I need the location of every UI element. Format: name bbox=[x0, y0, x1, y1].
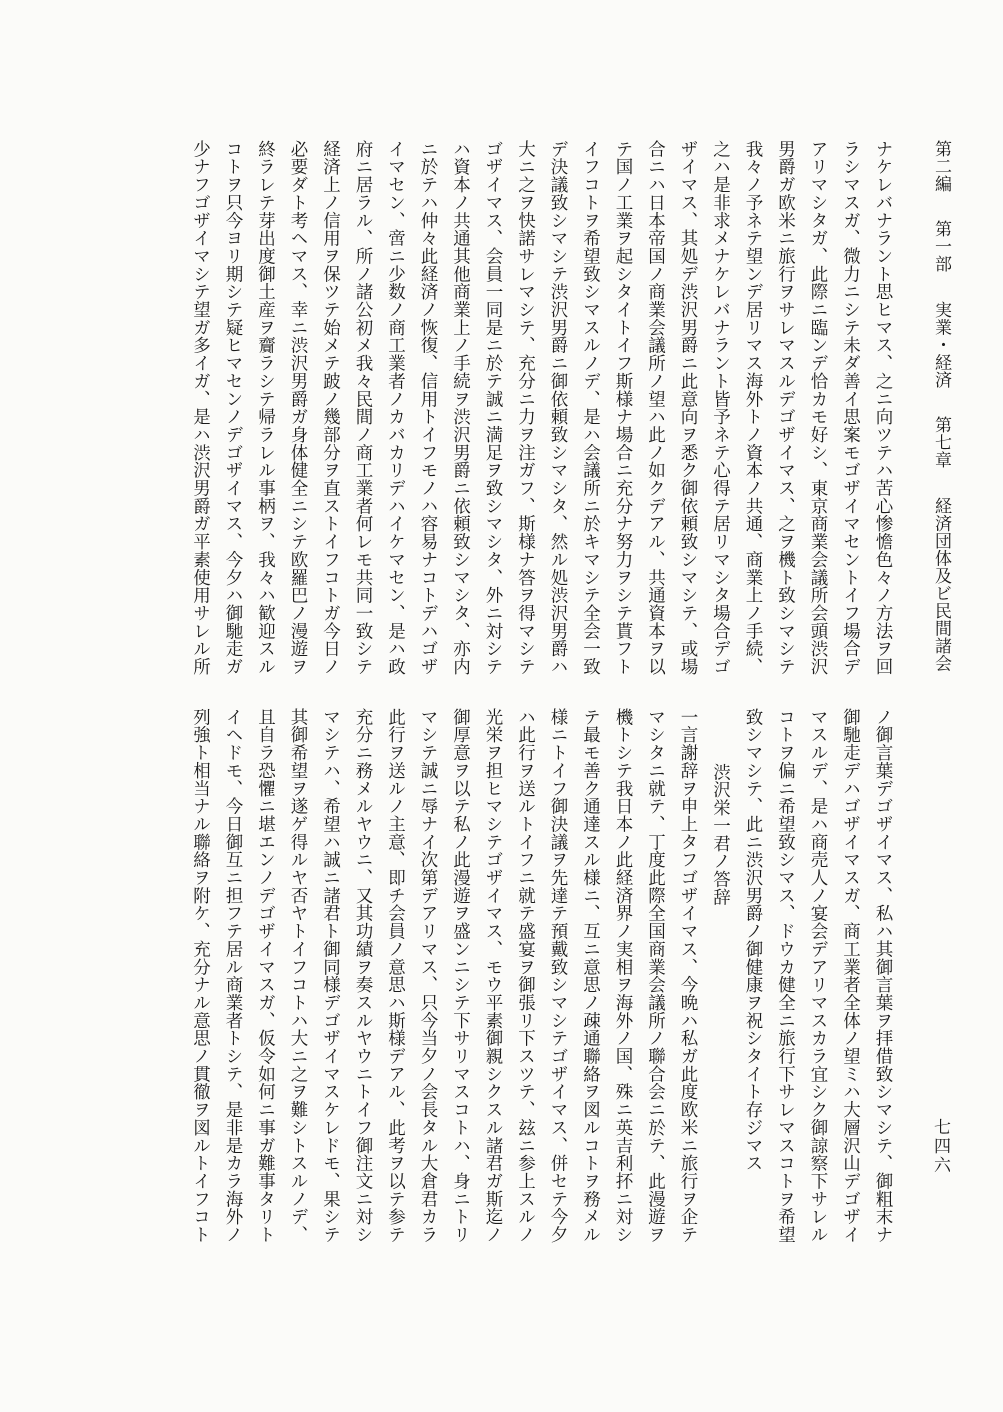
running-header bbox=[927, 140, 955, 672]
text-column: 必要ダト考ヘマス、幸ニ渋沢男爵ガ身体健全ニシテ欧羅巴ノ漫遊ヲ bbox=[288, 140, 308, 676]
text-column: 様ニトイフ御決議ヲ先達テ預戴致シマシテゴザイマス、併セテ今夕 bbox=[548, 708, 568, 1244]
text-column: コトヲ偏ニ希望致シマス、ドウカ健全ニ旅行下サレマスコトヲ希望 bbox=[775, 708, 796, 1244]
text-column: 致シマシテ、此ニ渋沢男爵ノ御健康ヲ祝シタイト存ジマス bbox=[743, 708, 763, 1173]
header-chapter-title: 経済団体及ビ民間諸会 bbox=[931, 496, 951, 672]
text-column: 大ニ之ヲ快諾サレマシテ、充分ニ力ヲ注ガフ、斯様ナ答ヲ得マシテ bbox=[515, 140, 536, 676]
text-column: 充分ニ務メルヤウニ、又其功績ヲ奏スルヤウニトイフ御注文ニ対シ bbox=[353, 708, 373, 1244]
text-column: 府ニ居ラル、所ノ諸公初メ我々民間ノ商工業者何レモ共同一致シテ bbox=[353, 140, 373, 676]
page-number: 七四六 bbox=[930, 1118, 950, 1175]
text-column: 且自ラ恐懼ニ堪エンノデゴザイマスガ、仮令如何ニ事ガ難事タリト bbox=[255, 708, 276, 1244]
text-column: イマセン、啻ニ少数ノ商工業者ノカバカリデハイケマセン、是ハ政 bbox=[385, 140, 406, 676]
text-column: イヘドモ、今日御互ニ担フテ居ル商業者トシテ、是非是カラ海外ノ bbox=[223, 708, 243, 1244]
header-category: 実業・経済 bbox=[931, 300, 951, 389]
text-column: マスルデ、是ハ商売人ノ宴会デアリマスカラ宜シク御諒察下サレル bbox=[808, 708, 828, 1244]
text-column: 列強ト相当ナル聯絡ヲ附ケ、充分ナル意思ノ貫徹ヲ図ルトイフコト bbox=[190, 708, 211, 1244]
text-column: マシテハ、希望ハ誠ニ諸君ト御同様デゴザイマスケレドモ、果シテ bbox=[320, 708, 341, 1244]
text-column: 之ハ是非求メナケレバナラント皆予ネテ心得テ居リマシタ場合デゴ bbox=[710, 140, 731, 676]
upper-text-block bbox=[89, 140, 899, 680]
text-column: ニ於テハ仲々此経済ノ恢復、信用トイフモノハ容易ナコトデハゴザ bbox=[418, 140, 438, 676]
text-column: 終ラレテ芽出度御土産ヲ齎ラシテ帰ラレル事柄ヲ、我々ハ歓迎スル bbox=[255, 140, 276, 676]
header-bu: 第一部 bbox=[931, 220, 951, 273]
text-column: 御厚意ヲ以テ私ノ此漫遊ヲ盛ンニシテ下サリマスコトハ、身ニトリ bbox=[450, 708, 471, 1244]
text-column: イフコトヲ希望致シマスルノデ、是ハ会議所ニ於キマシテ全会一致 bbox=[580, 140, 601, 676]
text-column: ラシマスガ、微力ニシテ未ダ善イ思案モゴザイマセントイフ場合デ bbox=[840, 140, 861, 676]
text-column: ゴザイマス、会員一同是ニ於テ誠ニ満足ヲ致シマシタ、外ニ対シテ bbox=[483, 140, 503, 676]
text-column: 少ナフゴザイマシテ望ガ多イガ、是ハ渋沢男爵ガ平素使用サレル所 bbox=[190, 140, 211, 676]
text-column: 合ニハ日本帝国ノ商業会議所ノ望ハ此ノ如クデアル、共通資本ヲ以 bbox=[645, 140, 666, 676]
text-column: 此行ヲ送ルノ主意、即チ会員ノ意思ハ斯様デアル、此考ヲ以テ参テ bbox=[385, 708, 406, 1244]
text-column: 経済上ノ信用ヲ保ツテ始メテ跛ノ幾部分ヲ直ストイフコトガ今日ノ bbox=[320, 140, 341, 676]
text-column: 我々ノ予ネテ望ンデ居リマス海外トノ資本ノ共通、商業上ノ手続、 bbox=[743, 140, 763, 676]
text-column: デ決議致シマシテ渋沢男爵ニ御依頼致シマシタ、然ル処渋沢男爵ハ bbox=[548, 140, 568, 676]
text-column: ハ此行ヲ送ルトイフニ就テ盛宴ヲ御張リ下スツテ、玆ニ参上スルノ bbox=[515, 708, 536, 1244]
text-column: ハ資本ノ共通其他商業上ノ手続ヲ渋沢男爵ニ依頼致シマシタ、亦内 bbox=[450, 140, 471, 676]
text-column: ザイマス、其処デ渋沢男爵ニ此意向ヲ悉ク御依頼致シマシテ、或場 bbox=[678, 140, 698, 676]
text-column: マシテ誠ニ辱ナイ次第デアリマス、只今当夕ノ会長タル大倉君カラ bbox=[418, 708, 438, 1244]
header-hen: 第二編 bbox=[931, 140, 951, 193]
text-column: 其御希望ヲ遂ゲ得ルヤ否ヤトイフコトハ大ニ之ヲ難シトスルノデ、 bbox=[288, 708, 308, 1244]
text-column: ノ御言葉デゴザイマス、私ハ其御言葉ヲ拝借致シマシテ、御粗末ナ bbox=[873, 708, 893, 1244]
reply-heading: 渋沢栄一君ノ答辞 bbox=[710, 763, 731, 906]
text-column: 機トシテ我日本ノ此経済界ノ実相ヲ海外ノ国、殊ニ英吉利抔ニ対シ bbox=[613, 708, 633, 1244]
text-column: テ国ノ工業ヲ起シタイトイフ斯様ナ場合ニ充分ナ努力ヲシテ貰フト bbox=[613, 140, 633, 676]
text-column: 光栄ヲ担ヒマシテゴザイマス、モウ平素御親シクスル諸君ガ斯迄ノ bbox=[483, 708, 503, 1244]
text-column: マシタニ就テ、丁度此際全国商業会議所ノ聯合会ニ於テ、此漫遊ヲ bbox=[645, 708, 666, 1244]
text-column: 御馳走デハゴザイマスガ、商工業者全体ノ望ミハ大層沢山デゴザイ bbox=[840, 708, 861, 1244]
text-column: 一言謝辞ヲ申上タフゴザイマス、今晩ハ私ガ此度欧米ニ旅行ヲ企テ bbox=[678, 708, 698, 1244]
text-column: 男爵ガ欧米ニ旅行ヲサレマスルデゴザイマス、之ヲ機ト致シマシテ bbox=[775, 140, 796, 676]
text-column: コトヲ只今ヨリ期シテ疑ヒマセンノデゴザイマス、今夕ハ御馳走ガ bbox=[223, 140, 243, 676]
text-column: ナケレバナラント思ヒマス、之ニ向ツテハ苦心惨憺色々ノ方法ヲ回 bbox=[873, 140, 893, 676]
text-column: テ最モ善ク通達スル様ニ、互ニ意思ノ疎通聯絡ヲ図ルコトヲ務メル bbox=[580, 708, 601, 1244]
lower-text-block bbox=[89, 708, 899, 1298]
text-column: アリマシタガ、此際ニ臨ンデ恰カモ好シ、東京商業会議所会頭渋沢 bbox=[808, 140, 828, 676]
header-chapter: 第七章 bbox=[931, 416, 951, 469]
